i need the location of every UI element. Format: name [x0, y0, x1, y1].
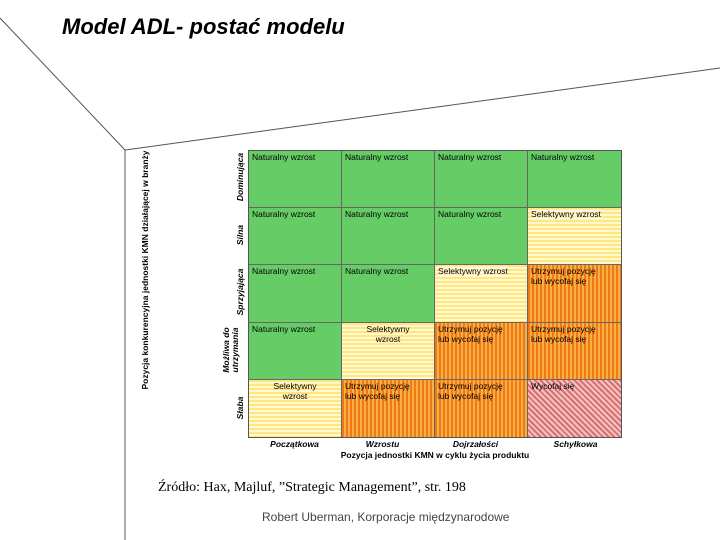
cell-text: Naturalny wzrost	[345, 209, 409, 220]
row-label-mozliwa	[222, 322, 240, 378]
column-label-wzrostu: Wzrostu	[365, 439, 400, 449]
cell-text: Selektywny wzrost	[531, 209, 601, 220]
cell-text-line2: wzrost	[375, 333, 401, 344]
matrix-cell	[342, 265, 435, 322]
footer-author: Robert Uberman, Korporacje międzynarodowe	[262, 510, 510, 524]
cell-text: Naturalny wzrost	[252, 209, 316, 220]
row-label-text: Sprzyjająca	[235, 268, 245, 316]
cell-text-line1: Selektywny	[366, 323, 410, 334]
cell-text: Naturalny wzrost	[252, 266, 316, 277]
row-label-text: Silna	[235, 224, 245, 246]
matrix-cell	[528, 265, 621, 322]
matrix-cell	[342, 151, 435, 208]
cell-text: Naturalny wzrost	[252, 323, 316, 334]
matrix-cell	[528, 323, 621, 380]
matrix-cell	[249, 380, 342, 437]
x-axis-label: Pozycja jednostki KMN w cyklu życia produktu	[340, 450, 530, 460]
matrix-cell	[528, 208, 621, 265]
cell-text-line2: lub wycofaj się	[531, 333, 587, 344]
column-label-poczatkowa: Początkowa	[270, 439, 319, 449]
cell-text-line1: Utrzymuj pozycję	[345, 380, 410, 391]
y-axis-label: Pozycja konkurencyjna jednostki KMN działającej w branży	[140, 150, 150, 390]
row-label-slaba	[236, 380, 245, 436]
row-label-silna	[236, 207, 245, 263]
matrix-cell	[435, 151, 528, 208]
cell-text-line1: Utrzymuj pozycję	[531, 323, 596, 334]
matrix-cell	[435, 380, 528, 437]
adl-matrix	[248, 150, 622, 438]
cell-text-line1: Selektywny	[273, 380, 317, 391]
row-label-text: Możliwa do utrzymania	[221, 327, 240, 373]
matrix-cell	[435, 265, 528, 322]
cell-text-line2: lub wycofaj się	[345, 390, 401, 401]
matrix-cell	[342, 208, 435, 265]
row-label-dominujaca	[236, 149, 245, 205]
matrix-cell	[342, 380, 435, 437]
row-label-text: Słaba	[235, 396, 245, 420]
cell-text-line2: lub wycofaj się	[438, 390, 494, 401]
cell-text: Naturalny wzrost	[345, 266, 409, 277]
matrix-cell	[249, 323, 342, 380]
matrix-cell	[528, 380, 621, 437]
cell-text: Naturalny wzrost	[252, 152, 316, 162]
cell-text: Wycofaj się	[531, 380, 575, 391]
row-label-text: Dominująca	[235, 152, 245, 202]
cell-text-line1: Utrzymuj pozycję	[438, 323, 503, 334]
matrix-cell	[249, 208, 342, 265]
cell-text: Naturalny wzrost	[345, 152, 409, 162]
frame-top-line	[125, 68, 720, 150]
slide-title: Model ADL- postać modelu	[62, 14, 345, 39]
matrix-cell	[528, 151, 621, 208]
cell-text-line2: wzrost	[282, 390, 308, 401]
cell-text-line2: lub wycofaj się	[438, 333, 494, 344]
cell-text-line2: lub wycofaj się	[531, 276, 587, 287]
cell-text: Naturalny wzrost	[531, 152, 595, 162]
column-label-schylkowa: Schyłkowa	[553, 439, 598, 449]
row-label-sprzyjajaca	[236, 264, 245, 320]
column-label-dojrzalosci: Dojrzałości	[452, 439, 499, 449]
matrix-cell	[249, 151, 342, 208]
matrix-cell	[342, 323, 435, 380]
matrix-cell	[435, 208, 528, 265]
matrix-cell	[249, 265, 342, 322]
cell-text-line1: Utrzymuj pozycję	[438, 380, 503, 391]
cell-text-line1: Utrzymuj pozycję	[531, 266, 596, 277]
source-citation: Źródło: Hax, Majluf, ”Strategic Management”, str. 198	[158, 480, 466, 495]
cell-text: Naturalny wzrost	[438, 152, 502, 162]
cell-text: Naturalny wzrost	[438, 209, 502, 220]
matrix-cell	[435, 323, 528, 380]
cell-text: Selektywny wzrost	[438, 266, 508, 277]
